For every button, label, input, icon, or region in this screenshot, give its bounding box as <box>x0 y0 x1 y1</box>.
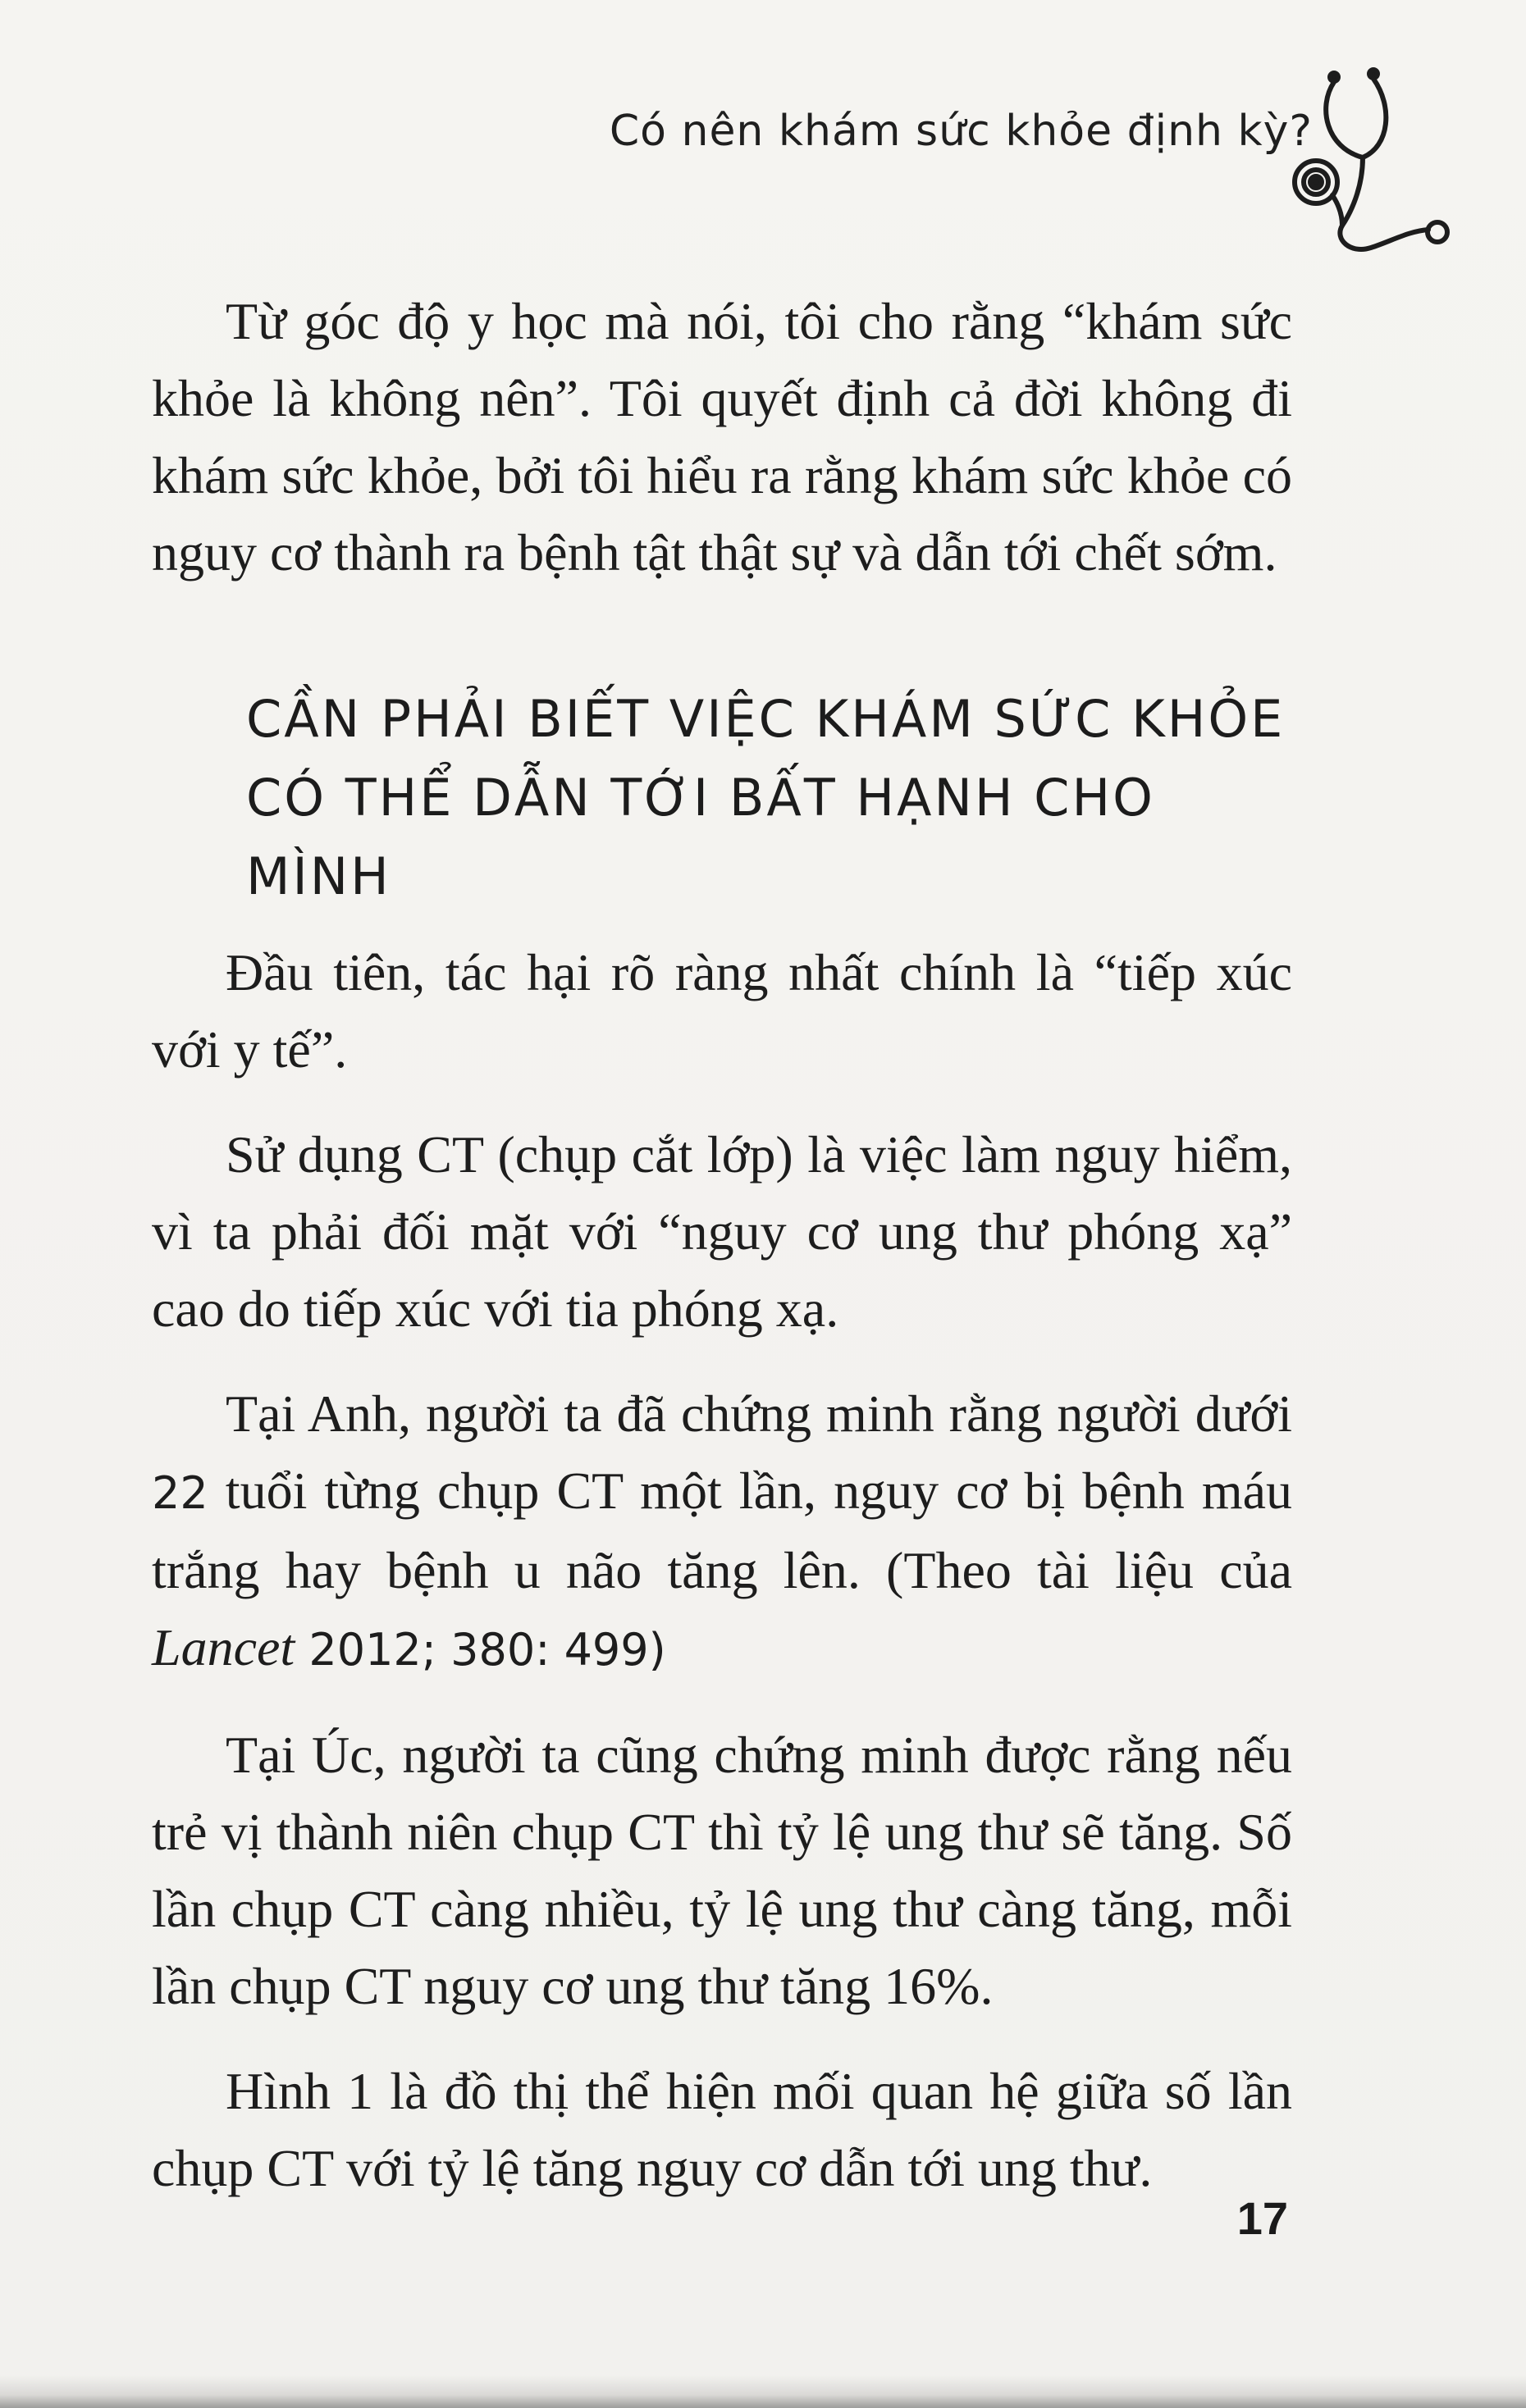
uk-study-age: 22 <box>152 1467 208 1519</box>
citation-details: 2012; 380: 499) <box>295 1624 666 1676</box>
page-number: 17 <box>1236 2192 1288 2244</box>
intro-paragraph: Từ góc độ y học mà nói, tôi cho rằng “khám sức khỏe là không nên”. Tôi quyết định cả đời không đi khám sức khỏe, bởi tôi hiểu ra rằng khám sức khỏe có nguy cơ thành ra bệnh tật thật sự và dẫn tới chết sớm. <box>152 292 1292 581</box>
paragraph-exposure: Đầu tiên, tác hại rõ ràng nhất chính là “tiếp xúc với y tế”. <box>152 943 1292 1079</box>
section-heading <box>152 680 1292 916</box>
stethoscope-icon <box>1285 57 1465 262</box>
page-body <box>152 283 1292 2235</box>
uk-study-text-b: tuổi từng chụp CT một lần, nguy cơ bị bệnh máu trắng hay bệnh u não tăng lên. (Theo tài liệu của <box>152 1462 1292 1599</box>
paragraph-figure-reference: Hình 1 là đồ thị thể hiện mối quan hệ giữa số lần chụp CT với tỷ lệ tăng nguy cơ dẫn tới ung thư. <box>152 2062 1292 2197</box>
paragraph-australia-study: Tại Úc, người ta cũng chứng minh được rằng nếu trẻ vị thành niên chụp CT thì tỷ lệ ung thư sẽ tăng. Số lần chụp CT càng nhiều, tỷ lệ ung thư càng tăng, mỗi lần chụp CT nguy cơ ung thư tăng 16%. <box>152 1726 1292 2015</box>
section-heading-line-1: CẦN PHẢI BIẾT VIỆC KHÁM SỨC KHỎE <box>246 689 1286 749</box>
page-edge-shadow <box>0 2375 1526 2408</box>
paragraph-ct-danger: Sử dụng CT (chụp cắt lớp) là việc làm nguy hiểm, vì ta phải đối mặt với “nguy cơ ung thư phóng xạ” cao do tiếp xúc với tia phóng xạ. <box>152 1125 1292 1338</box>
running-header: Có nên khám sức khỏe định kỳ? <box>609 107 1313 156</box>
journal-name: Lancet <box>152 1618 295 1676</box>
paragraph-uk-study <box>152 1375 1292 1689</box>
uk-study-text-a: Tại Anh, người ta đã chứng minh rằng người dưới <box>226 1384 1292 1443</box>
section-heading-line-2: CÓ THỂ DẪN TỚI BẤT HẠNH CHO MÌNH <box>246 768 1155 906</box>
